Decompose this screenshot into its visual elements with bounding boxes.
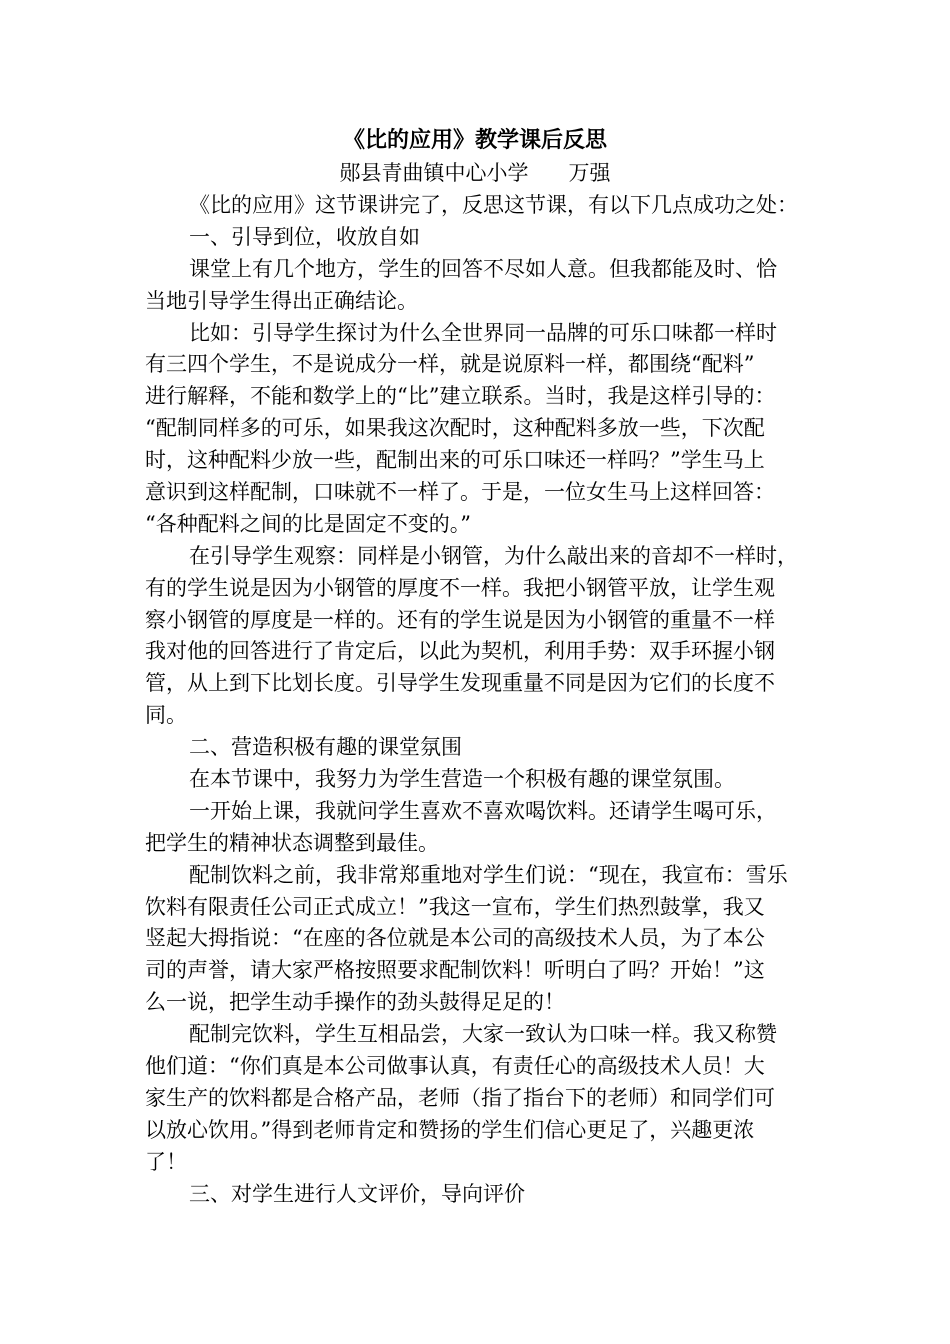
text-line: 饮料有限责任公司正式成立！”我这一宣布，学生们热烈鼓掌，我又: [145, 894, 765, 919]
text-line: 一开始上课，我就问学生喜欢不喜欢喝饮料。还请学生喝可乐，: [189, 798, 777, 823]
text-line: 《比的应用》这节课讲完了，反思这节课，有以下几点成功之处：: [189, 193, 798, 217]
text-line: “各种配料之间的比是固定不变的。”: [145, 511, 471, 536]
text-line: 同。: [145, 703, 187, 728]
text-line: 管，从上到下比划长度。引导学生发现重量不同是因为它们的长度不: [145, 671, 775, 696]
text-line: 家生产的饮料都是合格产品，老师（指了指台下的老师）和同学们可: [145, 1085, 775, 1110]
text-line: 了！: [145, 1149, 187, 1174]
text-line: 课堂上有几个地方，学生的回答不尽如人意。但我都能及时、恰: [189, 256, 777, 281]
text-line: “配制同样多的可乐，如果我这次配时，这种配料多放一些，下次配: [145, 416, 765, 441]
text-line: 以放心饮用。”得到老师肯定和赞扬的学生们信心更足了，兴趣更浓: [145, 1117, 755, 1142]
text-line: 有三四个学生，不是说成分一样，就是说原料一样，都围绕“配料”: [145, 352, 755, 377]
text-line: 二、营造积极有趣的课堂氛围: [189, 735, 462, 760]
text-line: 把学生的精神状态调整到最佳。: [145, 830, 439, 855]
text-line: 有的学生说是因为小钢管的厚度不一样。我把小钢管平放，让学生观: [145, 575, 775, 600]
author-line: 郧县青曲镇中心小学 万强: [339, 161, 611, 185]
text-line: 在引导学生观察：同样是小钢管，为什么敲出来的音却不一样时，: [189, 543, 798, 568]
text-line: 进行解释，不能和数学上的“比”建立联系。当时，我是这样引导的：: [145, 384, 776, 409]
text-line: 配制饮料之前，我非常郑重地对学生们说：“现在，我宣布：雪乐: [189, 862, 788, 887]
text-line: 在本节课中，我努力为学生营造一个积极有趣的课堂氛围。: [189, 767, 735, 792]
text-line: 时，这种配料少放一些，配制出来的可乐口味还一样吗？”学生马上: [145, 448, 765, 473]
text-line: 比如：引导学生探讨为什么全世界同一品牌的可乐口味都一样时: [189, 320, 777, 345]
document-body: [145, 190, 805, 1211]
text-line: 竖起大拇指说：“在座的各位就是本公司的高级技术人员，为了本公: [145, 926, 765, 951]
text-line: 当地引导学生得出正确结论。: [145, 288, 418, 313]
text-line: 我对他的回答进行了肯定后，以此为契机，利用手势：双手环握小钢: [145, 639, 775, 664]
text-line: 一、引导到位，收放自如: [189, 224, 420, 249]
text-line: 么一说，把学生动手操作的劲头鼓得足足的！: [145, 990, 565, 1015]
text-line: 察小钢管的厚度是一样的。还有的学生说是因为小钢管的重量不一样: [145, 607, 775, 632]
text-line: 配制完饮料，学生互相品尝，大家一致认为口味一样。我又称赞: [189, 1022, 777, 1047]
text-line: 司的声誉，请大家严格按照要求配制饮料！听明白了吗？开始！”这: [145, 958, 765, 983]
text-line: 三、对学生进行人文评价，导向评价: [189, 1181, 525, 1206]
text-line: 他们道：“你们真是本公司做事认真，有责任心的高级技术人员！大: [145, 1054, 765, 1079]
text-line: 意识到这样配制，口味就不一样了。于是，一位女生马上这样回答：: [145, 480, 775, 505]
page-title: 《比的应用》教学课后反思: [342, 127, 607, 153]
